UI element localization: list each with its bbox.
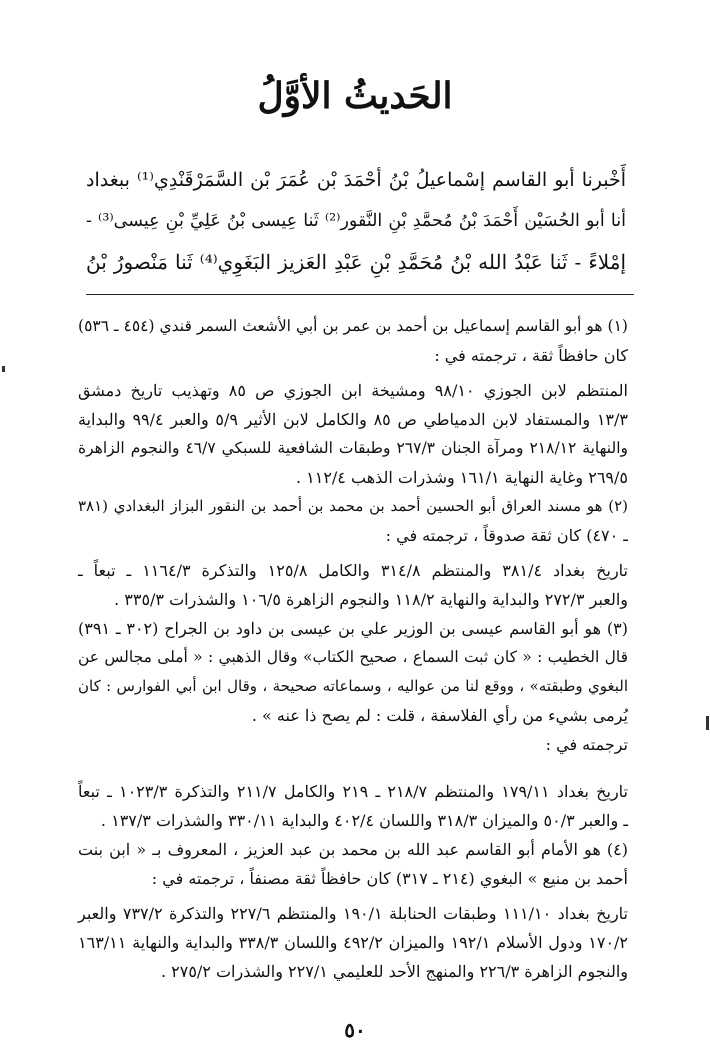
footnote-line: والعبر ٢٧٢/٣ والبداية والنهاية ١١٨/٢ والنجوم الزاهرة ١٠٦/٥ والشذرات ٣٣٥/٣ .	[114, 590, 628, 609]
footnote-line: تاريخ بغداد ٣٨١/٤ والمنتظم ٣١٤/٨ والكامل ١٢٥/٨ والتذكرة ١١٦٤/٣ ـ تبعاً ـ	[78, 561, 629, 580]
footnote-line: (٣) هو أبو القاسم عيسى بن الوزير علي بن عيسى بن داود بن الجراح (٣٠٢ ـ ٣٩١)	[78, 619, 629, 638]
main-text	[86, 160, 626, 283]
footnote-divider	[86, 294, 634, 295]
scan-mark	[2, 366, 5, 372]
footnote-line: والنجوم الزاهرة ٢٢٦/٣ والمنهج الأحد للعليمي ٢٢٧/١ والشذرات ٢٧٥/٢ .	[160, 962, 628, 981]
footnote-line: قال الخطيب : « كان ثبت السماع ، صحيح الكتاب» وقال الذهبي : « أملى مجالس عن	[78, 648, 628, 666]
footnote-line: ـ والعبر ٥٠/٣ والميزان ٣١٨/٣ واللسان ٤٠٢/٤ والبداية ٣٣٠/١١ والشذرات ١٣٧/٣ .	[100, 811, 628, 830]
main-text-line: أَخْبرنا أبو القاسم إسْماعيلُ بْنُ أحْمَدَ بْن عُمَرَ بْن السَّمَرْقَنْدِي⁽¹⁾ ببغداد	[86, 169, 627, 191]
scan-mark	[706, 716, 709, 730]
main-text-line: أنا أبو الحُسَيْن أَحْمَدَ بْنُ مُحمَّدِ بْنِ النَّقور⁽²⁾ ثَنا عِيسى بْنُ عَلِيِّ بْنِ عِيسى⁽³⁾ -	[86, 211, 626, 231]
footnote-line: البغوي وطبقته» ، ووقع لنا من عواليه ، وسماعاته صحيحة ، وقال ابن أبي الفوارس : كان	[78, 677, 628, 695]
footnote-line: (٢) هو مسند العراق أبو الحسين أحمد بن محمد بن أحمد بن النقور البزاز البغدادي (٣٨١	[78, 497, 628, 515]
footnote-line: كان حافظاً ثقة ، ترجمته في :	[434, 346, 628, 365]
footnote-line: المنتظم لابن الجوزي ٩٨/١٠ ومشيخة ابن الجوزي ص ٨٥ وتهذيب تاريخ دمشق	[78, 381, 628, 400]
footnote-line: ٢٦٩/٥ وغاية النهاية ١٦١/١ وشذرات الذهب ١١٢/٤ .	[295, 468, 628, 487]
footnote-1	[78, 312, 628, 492]
footnote-3	[78, 614, 628, 835]
main-text-line: إمْلاءً - ثَنا عَبْدُ الله بْنُ مُحَمَّدِ بْنِ عَبْدِ العَزيز البَغَوِي⁽⁴⁾ ثَنا مَنْصورُ بْنُ	[86, 250, 626, 274]
footnote-line: ١٧٠/٢ ودول الأسلام ١٩٢/١ والميزان ٤٩٢/٢ واللسان ٣٣٨/٣ والبداية والنهاية ١٦٣/١١	[78, 933, 629, 952]
footnote-line: والنهاية ٢١٨/١٢ ومرآة الجنان ٢٦٧/٣ وطبقات الشافعية للسبكي ٤٦/٧ والنجوم الزاهرة	[78, 439, 628, 457]
footnote-4	[78, 835, 628, 986]
hadith-title: الحَديثُ الأوَّلُ	[257, 75, 453, 117]
footnote-line: تاريخ بغداد ١١١/١٠ وطبقات الحنابلة ١٩٠/١ والمنتظم ٢٢٧/٦ والتذكرة ٧٣٧/٢ والعبر	[78, 904, 628, 923]
footnote-line: ـ ٤٧٠) كان ثقة صدوقاً ، ترجمته في :	[385, 526, 628, 545]
footnote-line: (٤) هو الأمام أبو القاسم عبد الله بن محمد بن عبد العزيز ، المعروف بـ « ابن بنت	[78, 840, 628, 859]
footnote-2	[78, 492, 628, 614]
footnotes	[78, 312, 628, 986]
footnote-line: ترجمته في :	[545, 735, 628, 754]
footnote-line: يُرمى بشيء من رأي الفلاسفة ، قلت : لم يصح ذا عنه » .	[251, 706, 628, 725]
footnote-line: (١) هو أبو القاسم إسماعيل بن أحمد بن عمر بن أبي الأشعث السمر قندي (٤٥٤ ـ ٥٣٦)	[78, 317, 628, 335]
footnote-line: تاريخ بغداد ١٧٩/١١ والمنتظم ٢١٨/٧ ـ ٢١٩ والكامل ٢١١/٧ والتذكرة ١٠٢٣/٣ ـ تبعاً	[78, 782, 628, 801]
page-number: ٥٠	[344, 1018, 366, 1042]
footnote-line: ١٣/٣ والمستفاد لابن الدمياطي ص ٨٥ والكامل لابن الأثير ٥/٩ والعبر ٩٩/٤ والبداية	[78, 410, 628, 429]
footnote-line: أحمد بن منيع » البغوي (٢١٤ ـ ٣١٧) كان حافظاً ثقة مصنفاً ، ترجمته في :	[151, 869, 628, 888]
